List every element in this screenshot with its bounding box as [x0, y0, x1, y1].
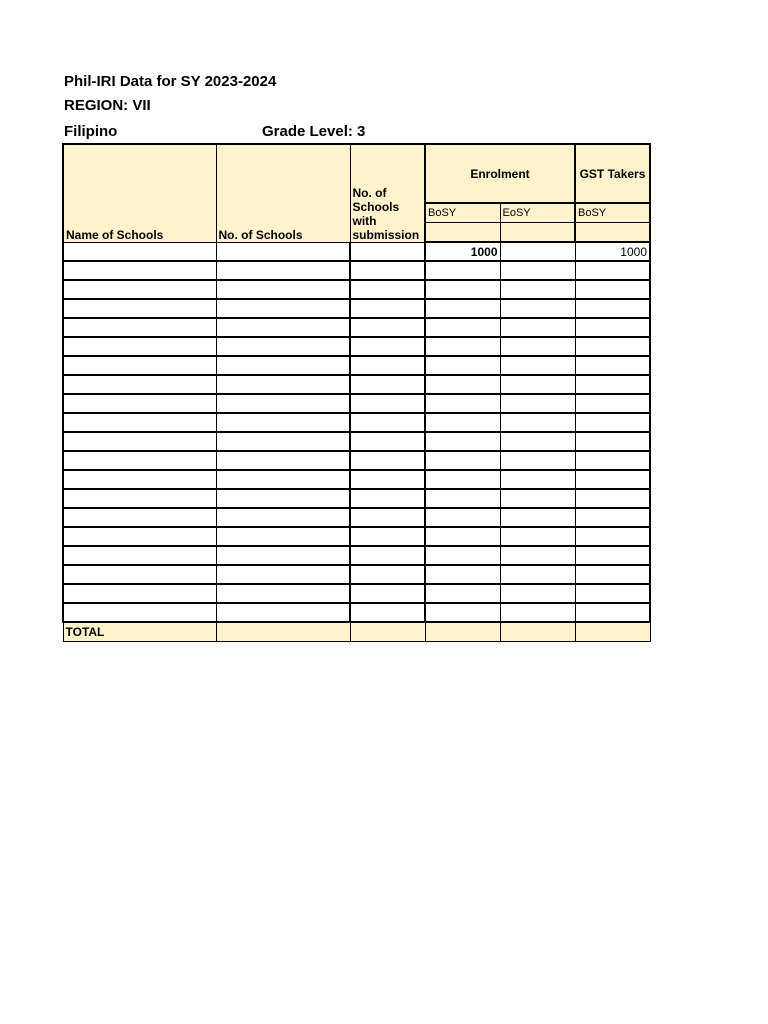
table-row [63, 413, 650, 432]
cell-no-of-schools[interactable] [216, 470, 350, 489]
cell-eosy-enrolment[interactable] [500, 546, 575, 565]
document-title: Phil-IRI Data for SY 2023-2024 [64, 73, 277, 90]
cell-with-submission[interactable] [350, 261, 425, 280]
cell-bosy-gst[interactable] [575, 299, 650, 318]
cell-bosy-enrolment[interactable]: 1000 [425, 242, 500, 261]
cell-bosy-gst[interactable] [575, 375, 650, 394]
table-row [63, 318, 650, 337]
cell-eosy-enrolment[interactable] [500, 356, 575, 375]
cell-eosy-enrolment[interactable] [500, 565, 575, 584]
cell-name-of-school[interactable] [63, 546, 216, 565]
cell-no-of-schools[interactable] [216, 508, 350, 527]
cell-bosy-gst[interactable] [575, 394, 650, 413]
table-row [63, 565, 650, 584]
table-row [63, 508, 650, 527]
cell-eosy-enrolment[interactable] [500, 242, 575, 261]
cell-no-of-schools[interactable] [216, 565, 350, 584]
header-name-of-schools: Name of Schools [63, 144, 216, 242]
cell-bosy-enrolment[interactable] [425, 603, 500, 622]
cell-name-of-school[interactable] [63, 318, 216, 337]
cell-with-submission[interactable] [350, 451, 425, 470]
cell-name-of-school[interactable] [63, 394, 216, 413]
cell-name-of-school[interactable] [63, 565, 216, 584]
cell-bosy-enrolment[interactable] [425, 546, 500, 565]
cell-no-of-schools[interactable] [216, 489, 350, 508]
cell-with-submission[interactable] [350, 565, 425, 584]
subject-label: Filipino [64, 123, 118, 140]
cell-no-of-schools[interactable] [216, 603, 350, 622]
cell-bosy-enrolment[interactable] [425, 318, 500, 337]
table-row [63, 375, 650, 394]
table-row [63, 603, 650, 622]
cell-bosy-enrolment[interactable] [425, 470, 500, 489]
cell-bosy-gst[interactable]: 1000 [575, 242, 650, 261]
cell-with-submission[interactable] [350, 470, 425, 489]
cell-no-of-schools[interactable] [216, 299, 350, 318]
cell-no-of-schools[interactable] [216, 527, 350, 546]
cell-name-of-school[interactable] [63, 299, 216, 318]
cell-name-of-school[interactable] [63, 527, 216, 546]
cell-eosy-enrolment[interactable] [500, 508, 575, 527]
cell-bosy-gst[interactable] [575, 432, 650, 451]
cell-no-of-schools[interactable] [216, 546, 350, 565]
cell-bosy-gst[interactable] [575, 356, 650, 375]
cell-with-submission[interactable] [350, 432, 425, 451]
cell-name-of-school[interactable] [63, 356, 216, 375]
table-row [63, 337, 650, 356]
cell-eosy-enrolment[interactable] [500, 584, 575, 603]
cell-no-of-schools[interactable] [216, 451, 350, 470]
total-cell[interactable] [575, 622, 650, 641]
cell-eosy-enrolment[interactable] [500, 394, 575, 413]
cell-no-of-schools[interactable] [216, 432, 350, 451]
cell-with-submission[interactable] [350, 527, 425, 546]
cell-bosy-enrolment[interactable] [425, 299, 500, 318]
cell-name-of-school[interactable] [63, 261, 216, 280]
cell-with-submission[interactable] [350, 318, 425, 337]
header-no-of-schools: No. of Schools [216, 144, 350, 242]
cell-name-of-school[interactable] [63, 337, 216, 356]
cell-with-submission[interactable] [350, 584, 425, 603]
cell-bosy-enrolment[interactable] [425, 508, 500, 527]
cell-with-submission[interactable] [350, 546, 425, 565]
cell-with-submission[interactable] [350, 337, 425, 356]
total-cell[interactable] [425, 622, 500, 641]
cell-name-of-school[interactable] [63, 470, 216, 489]
table-row [63, 356, 650, 375]
region-label: REGION: VII [64, 97, 151, 114]
cell-with-submission[interactable] [350, 394, 425, 413]
cell-bosy-enrolment[interactable] [425, 413, 500, 432]
cell-no-of-schools[interactable] [216, 356, 350, 375]
cell-bosy-enrolment[interactable] [425, 489, 500, 508]
table-row [63, 261, 650, 280]
cell-bosy-enrolment[interactable] [425, 432, 500, 451]
table-row [63, 280, 650, 299]
total-cell[interactable] [216, 622, 350, 641]
cell-no-of-schools[interactable] [216, 318, 350, 337]
cell-bosy-enrolment[interactable] [425, 337, 500, 356]
cell-with-submission[interactable] [350, 280, 425, 299]
cell-bosy-gst[interactable] [575, 470, 650, 489]
cell-name-of-school[interactable] [63, 603, 216, 622]
cell-eosy-enrolment[interactable] [500, 337, 575, 356]
phil-iri-data-table [62, 143, 651, 642]
cell-eosy-enrolment[interactable] [500, 603, 575, 622]
cell-name-of-school[interactable] [63, 242, 216, 261]
cell-eosy-enrolment[interactable] [500, 318, 575, 337]
subheader-bosy-enrolment: BoSY [425, 203, 500, 222]
cell-bosy-enrolment[interactable] [425, 565, 500, 584]
table-row [63, 299, 650, 318]
subheader-spacer [425, 223, 500, 242]
header-gst-takers-group: GST Takers [575, 144, 650, 203]
cell-no-of-schools[interactable] [216, 413, 350, 432]
cell-name-of-school[interactable] [63, 432, 216, 451]
cell-bosy-enrolment[interactable] [425, 394, 500, 413]
cell-bosy-enrolment[interactable] [425, 280, 500, 299]
cell-eosy-enrolment[interactable] [500, 451, 575, 470]
cell-eosy-enrolment[interactable] [500, 261, 575, 280]
cell-with-submission[interactable] [350, 489, 425, 508]
cell-no-of-schools[interactable] [216, 280, 350, 299]
cell-bosy-gst[interactable] [575, 508, 650, 527]
cell-bosy-enrolment[interactable] [425, 356, 500, 375]
table-row [63, 527, 650, 546]
cell-bosy-enrolment[interactable] [425, 375, 500, 394]
total-cell[interactable] [500, 622, 575, 641]
cell-bosy-gst[interactable] [575, 261, 650, 280]
cell-name-of-school[interactable] [63, 489, 216, 508]
cell-eosy-enrolment[interactable] [500, 489, 575, 508]
table-row [63, 584, 650, 603]
grade-level-label: Grade Level: 3 [262, 123, 366, 140]
cell-with-submission[interactable] [350, 242, 425, 261]
cell-name-of-school[interactable] [63, 280, 216, 299]
cell-bosy-enrolment[interactable] [425, 527, 500, 546]
cell-bosy-enrolment[interactable] [425, 261, 500, 280]
cell-bosy-gst[interactable] [575, 584, 650, 603]
cell-eosy-enrolment[interactable] [500, 413, 575, 432]
cell-with-submission[interactable] [350, 508, 425, 527]
cell-name-of-school[interactable] [63, 375, 216, 394]
cell-bosy-gst[interactable] [575, 280, 650, 299]
cell-bosy-gst[interactable] [575, 318, 650, 337]
cell-eosy-enrolment[interactable] [500, 527, 575, 546]
cell-bosy-enrolment[interactable] [425, 451, 500, 470]
table-row [63, 489, 650, 508]
cell-with-submission[interactable] [350, 603, 425, 622]
total-cell[interactable] [350, 622, 425, 641]
cell-eosy-enrolment[interactable] [500, 470, 575, 489]
cell-with-submission[interactable] [350, 413, 425, 432]
cell-eosy-enrolment[interactable] [500, 375, 575, 394]
cell-bosy-gst[interactable] [575, 451, 650, 470]
table-row [63, 451, 650, 470]
cell-bosy-gst[interactable] [575, 546, 650, 565]
subheader-eosy-enrolment: EoSY [500, 203, 575, 222]
cell-eosy-enrolment[interactable] [500, 432, 575, 451]
table-row [63, 470, 650, 489]
cell-with-submission[interactable] [350, 299, 425, 318]
cell-no-of-schools[interactable] [216, 337, 350, 356]
cell-name-of-school[interactable] [63, 508, 216, 527]
cell-name-of-school[interactable] [63, 584, 216, 603]
cell-no-of-schools[interactable] [216, 242, 350, 261]
subheader-spacer [575, 223, 650, 242]
subheader-spacer [500, 223, 575, 242]
table-row [63, 432, 650, 451]
total-label: TOTAL [63, 622, 216, 641]
cell-no-of-schools[interactable] [216, 584, 350, 603]
header-enrolment-group: Enrolment [425, 144, 575, 203]
total-row [63, 622, 650, 641]
cell-name-of-school[interactable] [63, 451, 216, 470]
cell-bosy-gst[interactable] [575, 413, 650, 432]
table-row [63, 242, 650, 261]
cell-bosy-gst[interactable] [575, 603, 650, 622]
cell-eosy-enrolment[interactable] [500, 280, 575, 299]
table-row [63, 546, 650, 565]
cell-bosy-gst[interactable] [575, 565, 650, 584]
cell-no-of-schools[interactable] [216, 261, 350, 280]
cell-with-submission[interactable] [350, 375, 425, 394]
cell-name-of-school[interactable] [63, 413, 216, 432]
subheader-bosy-gst: BoSY [575, 203, 650, 222]
header-schools-with-submission: No. of Schools with submission [350, 144, 425, 242]
table-row [63, 394, 650, 413]
cell-bosy-gst[interactable] [575, 527, 650, 546]
cell-eosy-enrolment[interactable] [500, 299, 575, 318]
cell-with-submission[interactable] [350, 356, 425, 375]
cell-bosy-enrolment[interactable] [425, 584, 500, 603]
cell-bosy-gst[interactable] [575, 337, 650, 356]
cell-no-of-schools[interactable] [216, 375, 350, 394]
cell-no-of-schools[interactable] [216, 394, 350, 413]
cell-bosy-gst[interactable] [575, 489, 650, 508]
